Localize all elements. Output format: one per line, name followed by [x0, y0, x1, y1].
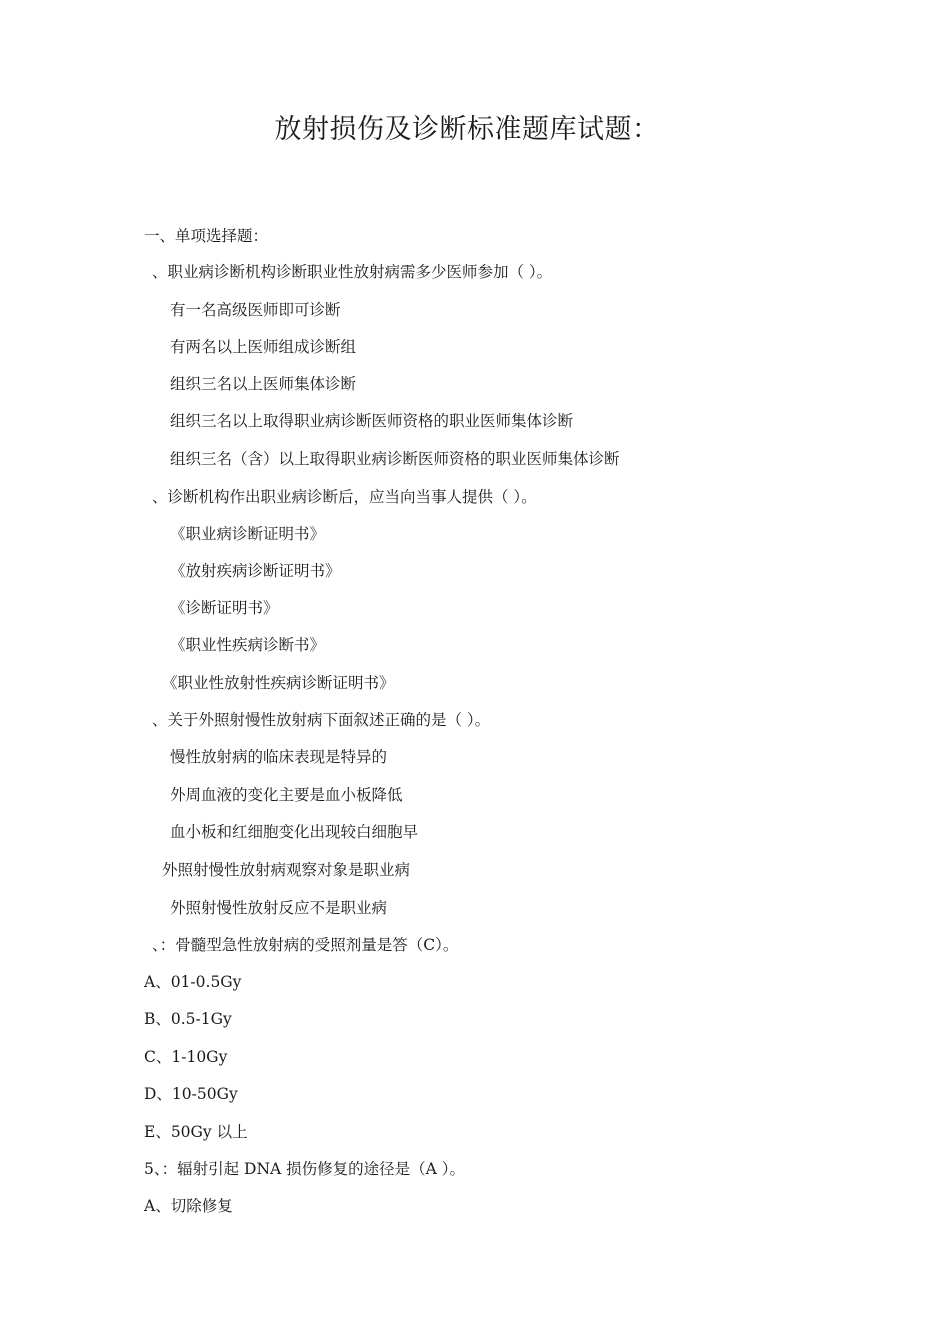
question-stem: 、关于外照射慢性放射病下面叙述正确的是（ ）。	[152, 711, 491, 729]
question-stem: 5、：辐射引起 DNA 损伤修复的途径是（A ）。	[144, 1160, 466, 1178]
answer-option: 有两名以上医师组成诊断组	[170, 338, 357, 356]
answer-option: 《职业性疾病诊断书》	[170, 636, 326, 654]
question-stem: 、诊断机构作出职业病诊断后，应当向当事人提供（ ）。	[152, 488, 537, 506]
answer-option: 外照射慢性放射病观察对象是职业病	[162, 861, 411, 879]
answer-option: 《职业性放射性疾病诊断证明书》	[162, 674, 395, 692]
answer-option: C、1-10Gy	[144, 1048, 228, 1066]
answer-option: 组织三名以上取得职业病诊断医师资格的职业医师集体诊断	[170, 412, 574, 430]
answer-option: 外周血液的变化主要是血小板降低	[170, 786, 403, 804]
answer-option: 血小板和红细胞变化出现较白细胞早	[170, 823, 419, 841]
answer-option: 组织三名以上医师集体诊断	[170, 375, 357, 393]
question-stem: 、职业病诊断机构诊断职业性放射病需多少医师参加（ ）。	[152, 263, 553, 281]
answer-option: 慢性放射病的临床表现是特异的	[170, 748, 388, 766]
answer-option: 组织三名（含）以上取得职业病诊断医师资格的职业医师集体诊断	[170, 450, 620, 468]
answer-option: D、10-50Gy	[144, 1085, 238, 1103]
answer-option: 《诊断证明书》	[170, 599, 279, 617]
answer-option: B、0.5-1Gy	[144, 1010, 232, 1028]
answer-option: 《职业病诊断证明书》	[170, 525, 326, 543]
answer-option: 外照射慢性放射反应不是职业病	[170, 899, 388, 917]
answer-option: 有一名高级医师即可诊断	[170, 301, 341, 319]
answer-option: E、50Gy 以上	[144, 1123, 248, 1141]
question-stem: 、：骨髓型急性放射病的受照剂量是答（C）。	[152, 936, 459, 954]
section-heading: 一、单项选择题：	[144, 227, 269, 245]
page-title: 放射损伤及诊断标准题库试题：	[274, 114, 660, 145]
answer-option: 《放射疾病诊断证明书》	[170, 562, 341, 580]
answer-option: A、切除修复	[144, 1197, 233, 1215]
answer-option: A、01-0.5Gy	[144, 973, 242, 991]
